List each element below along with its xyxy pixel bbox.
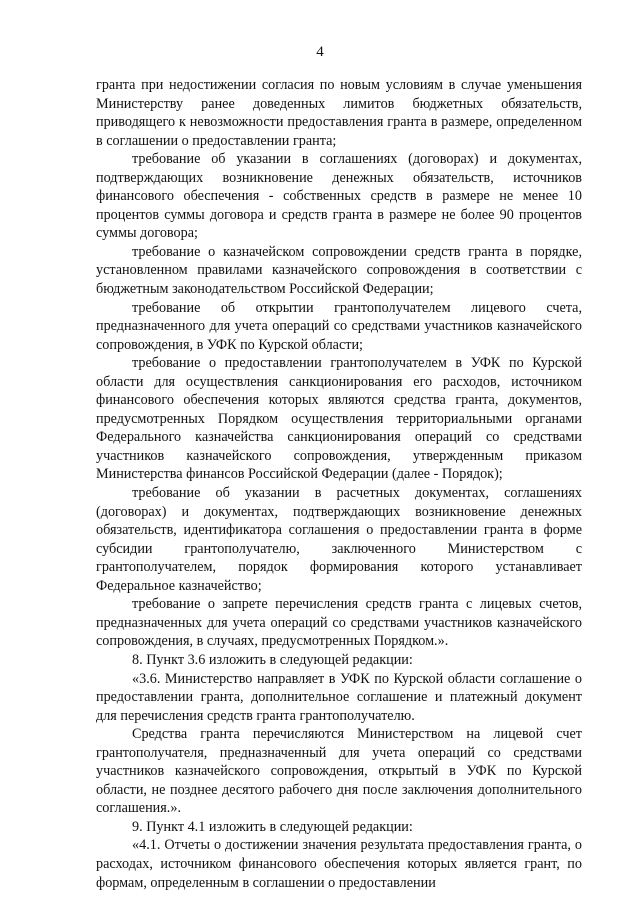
paragraph: 9. Пункт 4.1 изложить в следующей редакции: [132,818,413,835]
paragraph: 8. Пункт 3.6 изложить в следующей редакции: [132,651,413,668]
paragraph: Средства гранта перечисляются Министерством на лицевой счет грантополучателя, предназначенный для учета операций со средствами участников казначейского сопровождения, открытый в УФК по Курской области, не позднее десятого рабочего дня после заключения дополнительного соглашения.». [96,726,582,817]
paragraph: требование об указании в соглашениях (договорах) и документах, подтверждающих возникновение денежных обязательств, источников финансового обеспечения - собственных средств в размере не менее 10 процентов суммы договора и средств гранта в размере не более 90 процентов суммы договора; [96,151,582,242]
paragraph: гранта при недостижении согласия по новым условиям в случае уменьшения Министерству ранее доведенных лимитов бюджетных обязательств, приводящего к невозможности предоставления гранта в размере, определенном в соглашении о предоставлении гранта; [96,77,582,149]
paragraph: требование о запрете перечисления средств гранта с лицевых счетов, предназначенных для учета операций со средствами участников казначейского сопровождения, в случаях, предусмотренных Порядком.». [96,596,582,650]
paragraph: требование об указании в расчетных документах, соглашениях (договорах) и документах, подтверждающих возникновение денежных обязательств, идентификатора соглашения о предоставлении гранта в форме субсидии грантополучателю, заключенного Министерством с грантополучателем, порядок формирования которого устанавливает Федеральное казначейство; [96,485,582,594]
paragraph: требование об открытии грантополучателем лицевого счета, предназначенного для учета операций со средствами участников казначейского сопровождения, в УФК по Курской области; [96,299,582,353]
page-number: 4 [316,44,324,60]
paragraph: «4.1. Отчеты о достижении значения результата предоставления гранта, о расходах, источником финансового обеспечения которых является грант, по формам, определенным в соглашении о предоставлении [96,837,582,891]
paragraph: «3.6. Министерство направляет в УФК по Курской области соглашение о предоставлении гранта, дополнительное соглашение и платежный документ для перечисления средств гранта грантополучателю. [96,670,582,724]
paragraph: требование о предоставлении грантополучателем в УФК по Курской области для осуществления санкционирования его расходов, источником финансового обеспечения которых являются средства гранта, документов, предусмотренных Порядком осуществления территориальными органами Федерального казначейства санкционирования операций со средствами участников казначейского сопровождения, утвержденным приказом Министерства финансов Российской Федерации (далее - Порядок); [96,355,582,483]
document-body [96,76,582,892]
paragraph: требование о казначейском сопровождении средств гранта в порядке, установленном правилами казначейского сопровождения в соответствии с бюджетным законодательством Российской Федерации; [96,243,582,298]
